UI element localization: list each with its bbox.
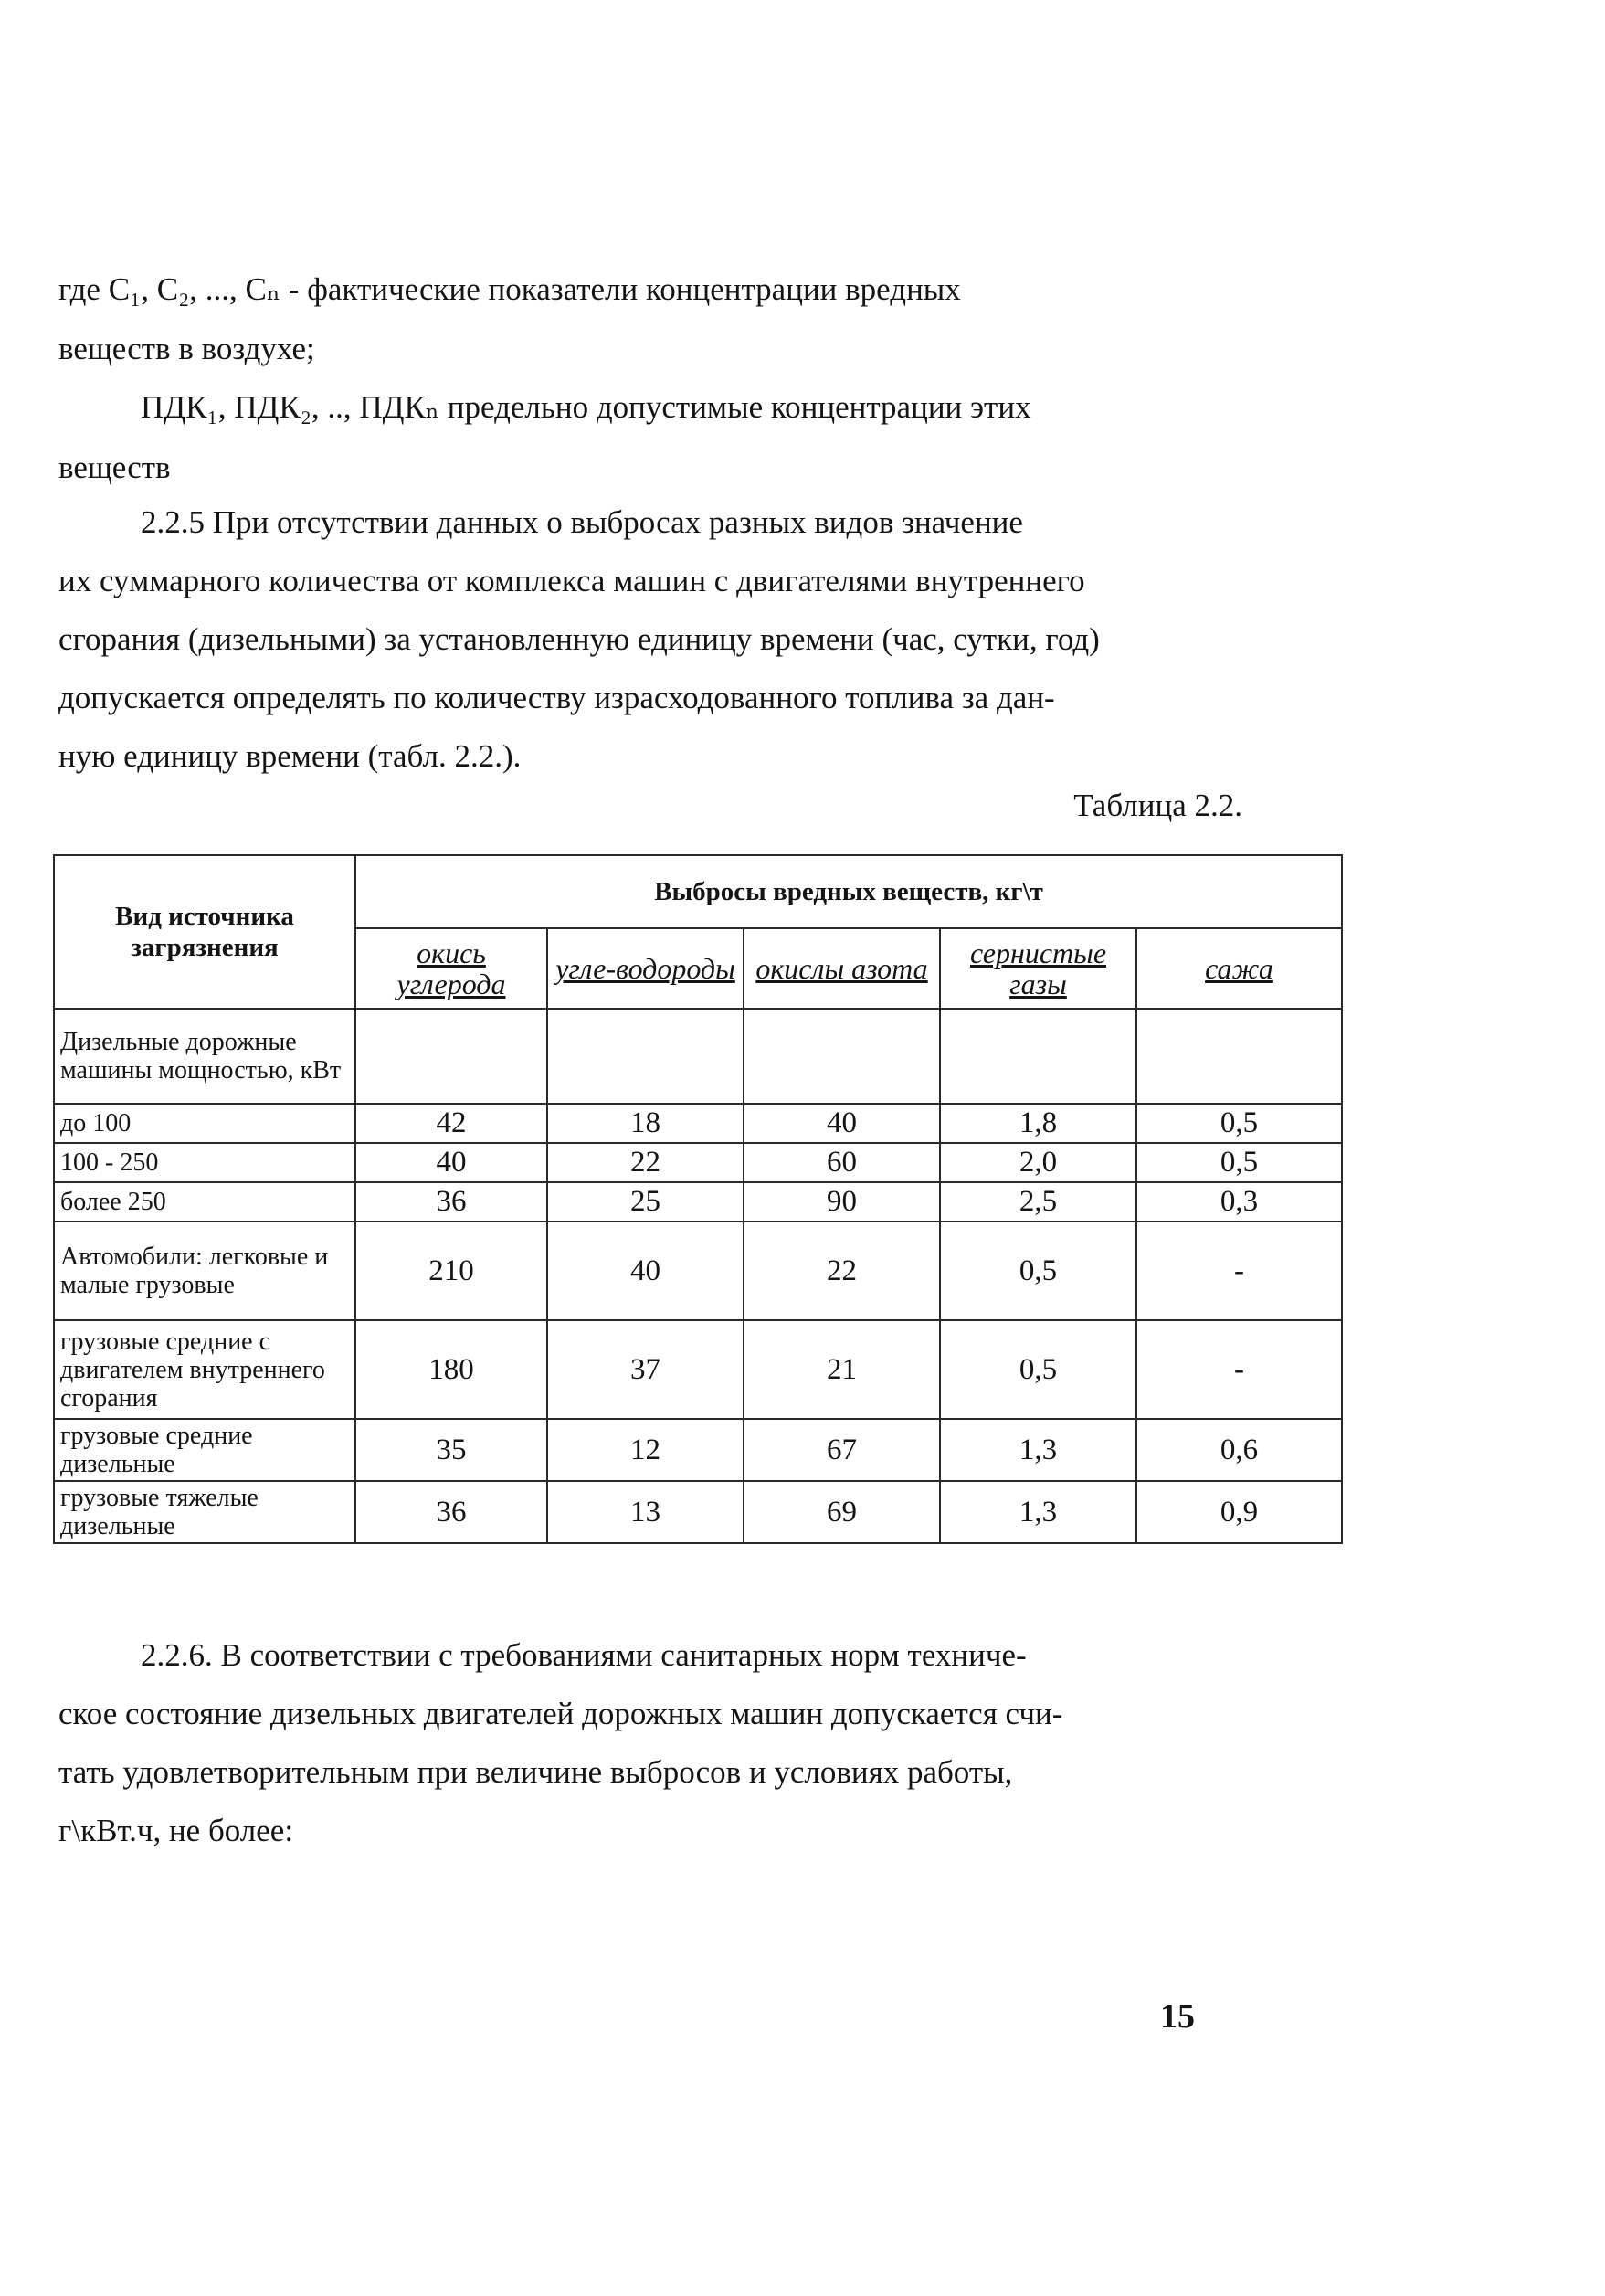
column-header-1: угле-водороды	[547, 928, 744, 1009]
value-cell	[547, 1009, 744, 1104]
column-header-4: сажа	[1136, 928, 1342, 1009]
table-row	[54, 1104, 1342, 1143]
row-source-cell: грузовые средние дизельные	[54, 1419, 355, 1481]
value-cell: 25	[547, 1182, 744, 1222]
paragraph-225-line-1: 2.2.5 При отсутствии данных о выбросах разных видов значение	[141, 504, 1023, 540]
row-source-cell: Автомобили: легковые и малые грузовые	[54, 1222, 355, 1320]
value-cell	[940, 1009, 1136, 1104]
table-row	[54, 1481, 1342, 1543]
value-cell: 40	[355, 1143, 547, 1182]
table-caption: Таблица 2.2.	[1073, 788, 1242, 823]
row-source-cell: более 250	[54, 1182, 355, 1222]
column-header-2: окислы азота	[744, 928, 940, 1009]
column-header-3: сернистые газы	[940, 928, 1136, 1009]
value-cell: 1,3	[940, 1481, 1136, 1543]
table-row	[54, 1419, 1342, 1481]
value-cell: 40	[744, 1104, 940, 1143]
table-row	[54, 1143, 1342, 1182]
value-cell: 22	[744, 1222, 940, 1320]
value-cell: 0,5	[940, 1222, 1136, 1320]
value-cell: 36	[355, 1182, 547, 1222]
value-cell: 0,5	[1136, 1143, 1342, 1182]
value-cell: 2,5	[940, 1182, 1136, 1222]
value-cell: 0,9	[1136, 1481, 1342, 1543]
row-source-cell: 100 - 250	[54, 1143, 355, 1182]
value-cell: 42	[355, 1104, 547, 1143]
value-cell: 1,8	[940, 1104, 1136, 1143]
row-source-cell: грузовые тяжелые дизельные	[54, 1481, 355, 1543]
value-cell: 69	[744, 1481, 940, 1543]
value-cell: 1,3	[940, 1419, 1136, 1481]
value-cell: 67	[744, 1419, 940, 1481]
emissions-table	[53, 854, 1343, 1544]
value-cell: 0,3	[1136, 1182, 1342, 1222]
value-cell: 0,6	[1136, 1419, 1342, 1481]
paragraph-225-line-4: допускается определять по количеству израсходованного топлива за дан-	[58, 680, 1055, 715]
value-cell: 0,5	[1136, 1104, 1342, 1143]
text-line-where-c	[58, 270, 1246, 310]
value-cell: 2,0	[940, 1143, 1136, 1182]
paragraph-225-line-2: их суммарного количества от комплекса машин с двигателями внутреннего	[58, 563, 1085, 598]
value-cell: 13	[547, 1481, 744, 1543]
table-row	[54, 1009, 1342, 1104]
text-line-substances-air: веществ в воздухе;	[58, 331, 315, 366]
value-cell: 21	[744, 1320, 940, 1419]
header-emissions-group: Выбросы вредных веществ, кг\т	[355, 855, 1342, 928]
table-row	[54, 1182, 1342, 1222]
paragraph-225-line-3: сгорания (дизельными) за установленную единицу времени (час, сутки, год)	[58, 621, 1100, 657]
value-cell: 36	[355, 1481, 547, 1543]
where-c-text: где C₁, C₂, ..., Cₙ - фактические показатели концентрации вредных	[58, 271, 961, 307]
value-cell: 90	[744, 1182, 940, 1222]
text-line-pdk: ПДК₁, ПДК₂, .., ПДКₙ предельно допустимые концентрации этих	[141, 389, 1031, 425]
value-cell: 210	[355, 1222, 547, 1320]
value-cell: 22	[547, 1143, 744, 1182]
value-cell: 0,5	[940, 1320, 1136, 1419]
table-row	[54, 1222, 1342, 1320]
value-cell: -	[1136, 1320, 1342, 1419]
value-cell: 35	[355, 1419, 547, 1481]
paragraph-226-line-2: ское состояние дизельных двигателей дорожных машин допускается счи-	[58, 1696, 1063, 1731]
value-cell	[744, 1009, 940, 1104]
row-source-cell: до 100	[54, 1104, 355, 1143]
header-source: Вид источника загрязнения	[54, 855, 355, 1009]
page-number: 15	[1160, 1997, 1195, 2036]
paragraph-226-line-3: тать удовлетворительным при величине выбросов и условиях работы,	[58, 1754, 1013, 1790]
value-cell: 37	[547, 1320, 744, 1419]
value-cell: 60	[744, 1143, 940, 1182]
text-line-substances: веществ	[58, 450, 171, 485]
value-cell: 12	[547, 1419, 744, 1481]
table-body	[54, 1009, 1342, 1543]
column-header-0: окись углерода	[355, 928, 547, 1009]
value-cell: 40	[547, 1222, 744, 1320]
table-row	[54, 1320, 1342, 1419]
paragraph-226-line-4: г\кВт.ч, не более:	[58, 1813, 294, 1848]
value-cell: 18	[547, 1104, 744, 1143]
row-source-cell: Дизельные дорожные машины мощностью, кВт	[54, 1009, 355, 1104]
value-cell	[1136, 1009, 1342, 1104]
value-cell	[355, 1009, 547, 1104]
row-source-cell: грузовые средние с двигателем внутреннего сгорания	[54, 1320, 355, 1419]
value-cell: 180	[355, 1320, 547, 1419]
paragraph-226-line-1: 2.2.6. В соответствии с требованиями санитарных норм техниче-	[141, 1637, 1027, 1673]
paragraph-225-line-5: ную единицу времени (табл. 2.2.).	[58, 738, 522, 774]
value-cell: -	[1136, 1222, 1342, 1320]
